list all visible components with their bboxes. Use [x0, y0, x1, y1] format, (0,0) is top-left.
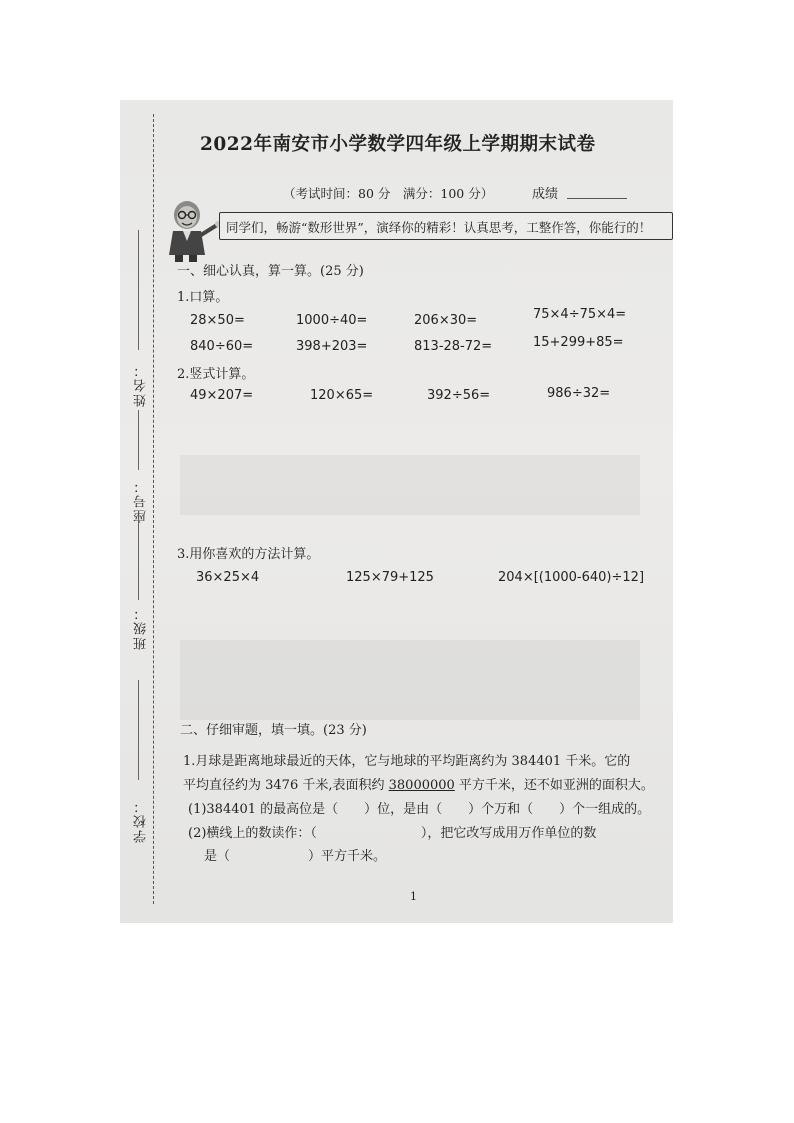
- paper-background: [120, 100, 673, 923]
- underlined-area-number: 38000000: [388, 778, 455, 793]
- section2-q1-line1: 1.月球是距离地球最近的天体，它与地球的平均距离约为 384401 千米。它的: [183, 754, 631, 769]
- side-label-school: 学校：: [134, 798, 149, 843]
- vertical-calc-item: 49×207=: [190, 388, 254, 403]
- seat-fill-line: [138, 410, 139, 470]
- section2-heading: 二、仔细审题，填一填。(23 分): [180, 723, 367, 738]
- school-fill-line: [138, 680, 139, 780]
- section2-q1-line2: 平均直径约为 3476 千米,表面积约 38000000 平方千米，还不如亚洲的面积大。: [183, 778, 654, 793]
- banner-text: 同学们，畅游“数形世界”，演绎你的精彩！认真思考，工整作答，你能行的！: [226, 220, 652, 235]
- section2-q1-sub2: (2)横线上的数读作：（ ），把它改写成用万作单位的数: [188, 826, 597, 841]
- vertical-calc-item: 120×65=: [310, 388, 374, 403]
- grade-fill-line: [567, 198, 627, 199]
- photographed-exam-page: [120, 100, 673, 923]
- oral-calc-item: 840÷60=: [190, 339, 254, 354]
- oral-calc-item: 813-28-72=: [414, 339, 493, 354]
- section2-q1-sub1: (1)384401 的最高位是（ ）位，是由（ ）个万和（ ）个一组成的。: [188, 802, 651, 817]
- vertical-calc-item: 392÷56=: [427, 388, 491, 403]
- flexible-calc-item: 204×[(1000-640)÷12]: [498, 570, 645, 585]
- professor-mascot-icon: [165, 197, 223, 263]
- page-number: 1: [410, 890, 417, 903]
- side-label-name: 姓名：: [134, 362, 149, 407]
- name-fill-line: [138, 230, 139, 350]
- side-label-class: 班级：: [134, 605, 149, 650]
- class-fill-line: [138, 520, 139, 600]
- q1-label: 1.口算。: [177, 290, 229, 305]
- q3-label: 3.用你喜欢的方法计算。: [177, 547, 320, 562]
- q2-label: 2.竖式计算。: [177, 367, 255, 382]
- section1-heading: 一、细心认真，算一算。(25 分): [177, 264, 364, 279]
- grade-label: 成绩: [532, 187, 559, 202]
- binding-dashed-line: [153, 114, 154, 904]
- exam-time-score: （考试时间：80 分 满分：100 分）: [283, 186, 494, 201]
- oral-calc-item: 206×30=: [414, 313, 478, 328]
- oral-calc-item: 1000÷40=: [296, 313, 368, 328]
- encouragement-banner: [219, 212, 673, 240]
- oral-calc-item: 75×4÷75×4=: [533, 307, 627, 322]
- oral-calc-item: 398+203=: [296, 339, 368, 354]
- flexible-calc-item: 36×25×4: [196, 570, 260, 585]
- vertical-calc-item: 986÷32=: [547, 386, 611, 401]
- side-label-seat: 座号：: [134, 478, 149, 523]
- section2-q1-sub2-cont: 是（ ）平方千米。: [204, 849, 387, 864]
- flexible-calc-item: 125×79+125: [346, 570, 434, 585]
- oral-calc-item: 28×50=: [190, 313, 245, 328]
- exam-title: 2022年南安市小学数学四年级上学期期末试卷: [200, 134, 596, 155]
- oral-calc-item: 15+299+85=: [533, 335, 624, 350]
